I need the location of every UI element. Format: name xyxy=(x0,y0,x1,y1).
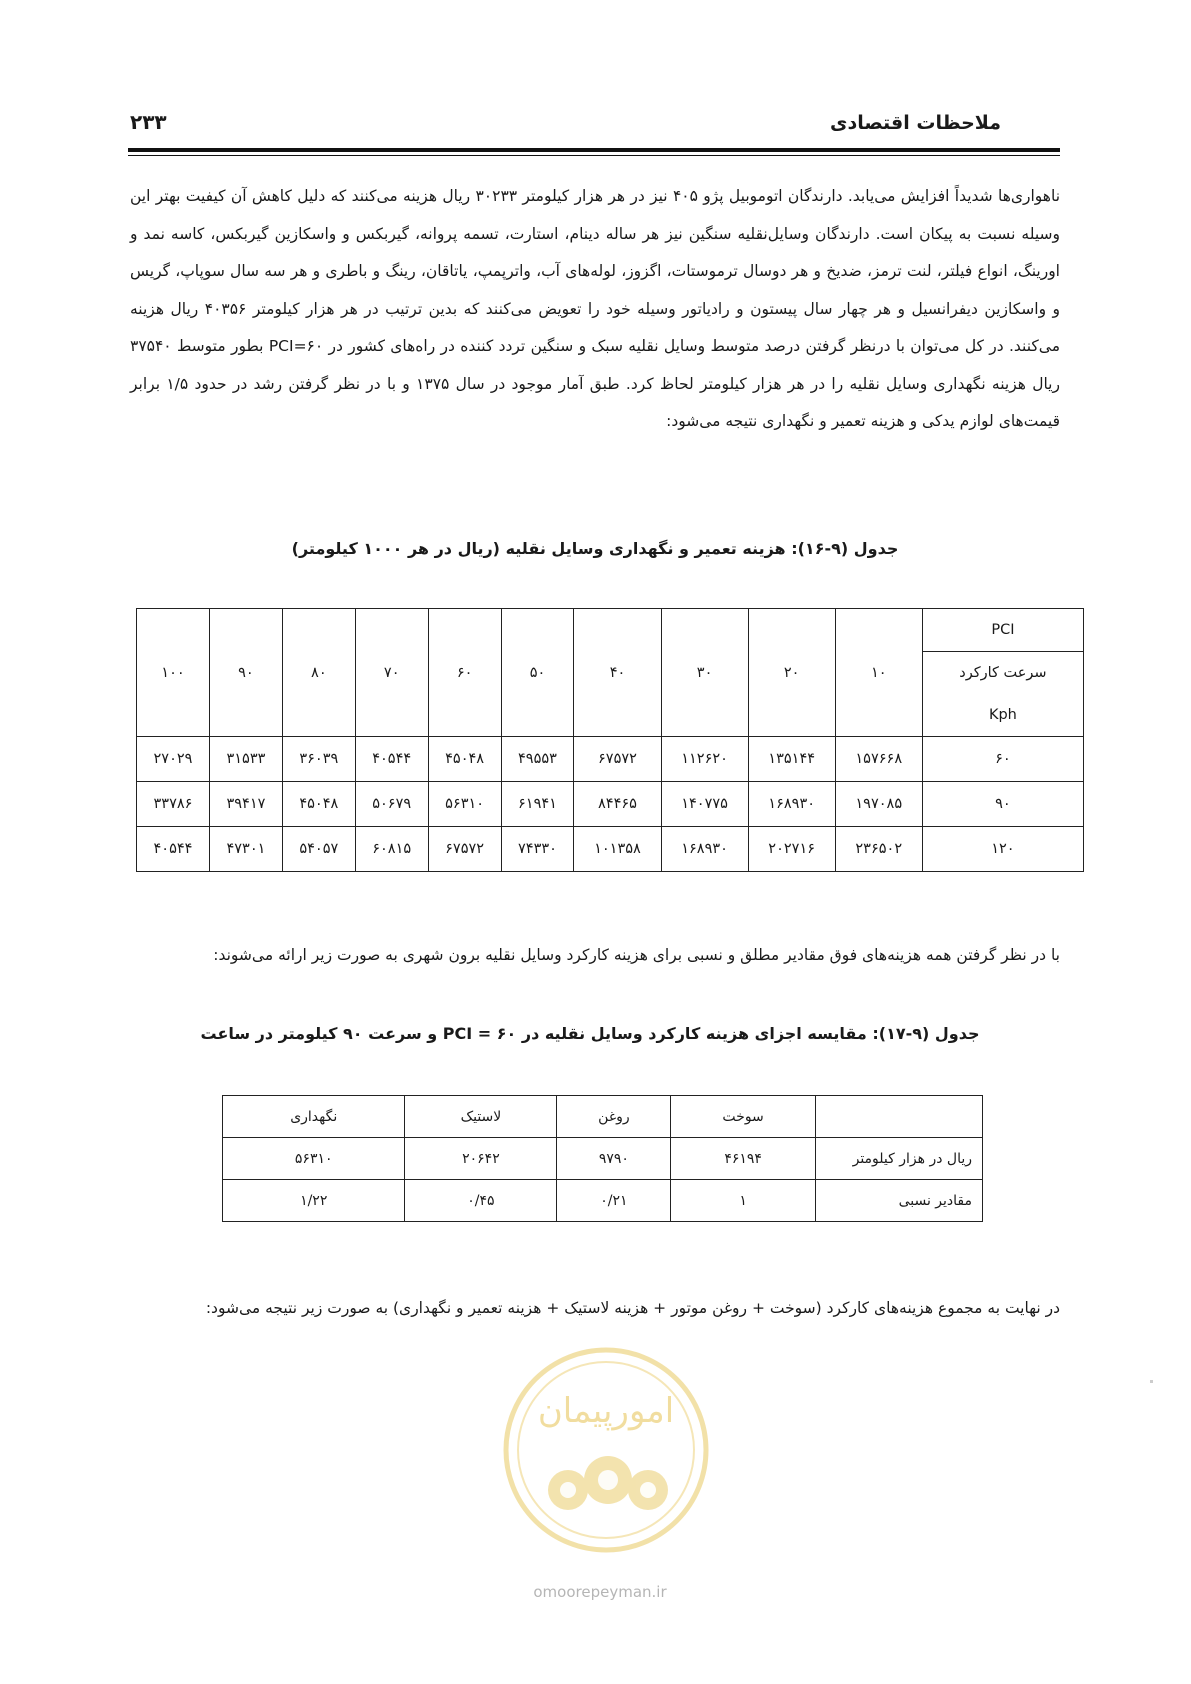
watermark-website: omoorepeyman.ir xyxy=(533,1583,667,1601)
body-paragraph-2: با در نظر گرفتن همه هزینه‌های فوق مقادیر مطلق و نسبی برای هزینه کارکرد وسایل نقلیه برون شهری به صورت زیر ارائه می‌شوند: xyxy=(213,946,1060,964)
maintenance-cost-table xyxy=(136,608,1084,872)
table-cell: ۱۰۱۳۵۸ xyxy=(574,827,661,872)
row-label: مقادیر نسبی xyxy=(815,1180,982,1222)
table-row xyxy=(137,737,1084,782)
watermark-logo xyxy=(486,1330,726,1570)
speed-cell: ۱۲۰ xyxy=(922,827,1083,872)
table-cell: ۴۰۵۴۴ xyxy=(355,737,428,782)
watermark-logo-text: امورپیمان xyxy=(537,1391,675,1431)
table-cell: ۱۶۸۹۳۰ xyxy=(748,782,835,827)
speed-cell: ۹۰ xyxy=(922,782,1083,827)
table-cell: ۲۷۰۲۹ xyxy=(137,737,210,782)
pci-value: ۳۰ xyxy=(661,609,748,737)
table-header-row xyxy=(223,1096,983,1138)
table-cell: ۳۹۴۱۷ xyxy=(209,782,282,827)
table-cell: ۱۵۷۶۶۸ xyxy=(835,737,922,782)
table-cell: ۰/۴۵ xyxy=(405,1180,557,1222)
table-cell: ۶۱۹۴۱ xyxy=(501,782,574,827)
table-cell: ۹۷۹۰ xyxy=(557,1138,671,1180)
table-cell: ۶۷۵۷۲ xyxy=(574,737,661,782)
pci-value: ۴۰ xyxy=(574,609,661,737)
table-cell: ۷۴۳۳۰ xyxy=(501,827,574,872)
cost-components-table xyxy=(222,1095,983,1222)
table-cell: ۸۴۴۶۵ xyxy=(574,782,661,827)
pci-value: ۵۰ xyxy=(501,609,574,737)
table-cell: ۴۶۱۹۴ xyxy=(671,1138,815,1180)
table-cell: ۱۴۰۷۷۵ xyxy=(661,782,748,827)
body-paragraph-1: ناهواری‌ها شدیداً افزایش می‌یابد. دارندگان اتوموبیل پژو ۴۰۵ نیز در هر هزار کیلومتر ۳۰۲۳۳ ریال هزینه می‌کنند که دلیل کاهش آن کیفیت بهتر این وسیله نسبت به پیکان است. دارندگان وسایل‌نقلیه سنگین نیز هر ساله دینام، استارت، تسمه پروانه، گیربکس و واسکازین گیربکس، کاسه نمد و اورینگ، انواع فیلتر، لنت ترمز، ضدیخ و هر دوسال ترموستات، اگزوز، لوله‌های آب، واترپمپ، یاتاقان، رینگ و باطری و هر سه سال سوپاپ، گریس و واسکازین دیفرانسیل و هر چهار سال پیستون و رادیاتور وسیله خود را تعویض می‌کنند که بدین ترتیب در هر هزار کیلومتر ۴۰۳۵۶ ریال هزینه می‌کنند. در کل می‌توان با درنظر گرفتن درصد متوسط وسایل نقلیه سبک و سنگین تردد کننده در راه‌های کشور در PCI=۶۰ بطور متوسط ۳۷۵۴۰ ریال هزینه نگهداری وسایل نقلیه را در هر هزار کیلومتر لحاظ کرد. طبق آمار موجود در سال ۱۳۷۵ و با در نظر گرفتن رشد در حدود ۱/۵ برابر قیمت‌های لوازم یدکی و هزینه تعمیر و نگهداری نتیجه می‌شود: xyxy=(130,187,1061,430)
table-cell: ۴۰۵۴۴ xyxy=(137,827,210,872)
table-cell: ۵۶۳۱۰ xyxy=(428,782,501,827)
table-cell: ۵۰۶۷۹ xyxy=(355,782,428,827)
table-cell: ۴۹۵۵۳ xyxy=(501,737,574,782)
pci-value: ۱۰ xyxy=(835,609,922,737)
table-header-cell: لاستیک xyxy=(405,1096,557,1138)
table-cell: ۱۹۷۰۸۵ xyxy=(835,782,922,827)
table-cell: ۰/۲۱ xyxy=(557,1180,671,1222)
table-cell: ۶۷۵۷۲ xyxy=(428,827,501,872)
pci-value: ۹۰ xyxy=(209,609,282,737)
header-rule-thin xyxy=(128,155,1060,156)
header-rule xyxy=(128,148,1060,152)
running-header-title: ملاحظات اقتصادی xyxy=(830,112,1001,134)
table-cell: ۲۰۶۴۲ xyxy=(405,1138,557,1180)
table-header-cell: نگهداری xyxy=(223,1096,405,1138)
table-cell: ۶۰۸۱۵ xyxy=(355,827,428,872)
table-cell: ۳۳۷۸۶ xyxy=(137,782,210,827)
pci-value: ۲۰ xyxy=(748,609,835,737)
table-cell: ۴۵۰۴۸ xyxy=(282,782,355,827)
table-header-cell: سوخت xyxy=(671,1096,815,1138)
speed-header-cell: سرعت کارکرد xyxy=(922,652,1083,695)
speed-cell: ۶۰ xyxy=(922,737,1083,782)
pci-value: ۱۰۰ xyxy=(137,609,210,737)
pci-value: ۶۰ xyxy=(428,609,501,737)
table-cell: ۱ xyxy=(671,1180,815,1222)
table-2-caption: جدول (۹-۱۷): مقایسه اجزای هزینه کارکرد وسایل نقلیه در PCI = ۶۰ و سرعت ۹۰ کیلومتر در ساعت xyxy=(200,1024,980,1043)
scan-speck xyxy=(1150,1380,1153,1383)
body-paragraph-3: در نهایت به مجموع هزینه‌های کارکرد (سوخت + روغن موتور + هزینه لاستیک + هزینه تعمیر و نگهداری) به صورت زیر نتیجه می‌شود: xyxy=(205,1299,1060,1317)
table-cell: ۴۷۳۰۱ xyxy=(209,827,282,872)
table-cell: ۲۳۶۵۰۲ xyxy=(835,827,922,872)
table-header-cell xyxy=(815,1096,982,1138)
pci-value: ۷۰ xyxy=(355,609,428,737)
pci-header-cell: PCI xyxy=(922,609,1083,652)
row-label: ریال در هزار کیلومتر xyxy=(815,1138,982,1180)
table-cell: ۵۶۳۱۰ xyxy=(223,1138,405,1180)
table-header-cell: روغن xyxy=(557,1096,671,1138)
table-1-caption: جدول (۹-۱۶): هزینه تعمیر و نگهداری وسایل نقلیه (ریال در هر ۱۰۰۰ کیلومتر) xyxy=(291,539,899,558)
table-row xyxy=(137,782,1084,827)
table-cell: ۵۴۰۵۷ xyxy=(282,827,355,872)
table-cell: ۴۵۰۴۸ xyxy=(428,737,501,782)
table-cell: ۱/۲۲ xyxy=(223,1180,405,1222)
table-row xyxy=(223,1138,983,1180)
table-cell: ۱۶۸۹۳۰ xyxy=(661,827,748,872)
table-cell: ۲۰۲۷۱۶ xyxy=(748,827,835,872)
table-row xyxy=(223,1180,983,1222)
table-cell: ۳۶۰۳۹ xyxy=(282,737,355,782)
table-cell: ۱۳۵۱۴۴ xyxy=(748,737,835,782)
table-cell: ۳۱۵۳۳ xyxy=(209,737,282,782)
pci-value: ۸۰ xyxy=(282,609,355,737)
table-cell: ۱۱۲۶۲۰ xyxy=(661,737,748,782)
table-row xyxy=(137,827,1084,872)
page-number: ۲۳۳ xyxy=(130,110,167,134)
unit-header-cell: Kph xyxy=(922,694,1083,737)
